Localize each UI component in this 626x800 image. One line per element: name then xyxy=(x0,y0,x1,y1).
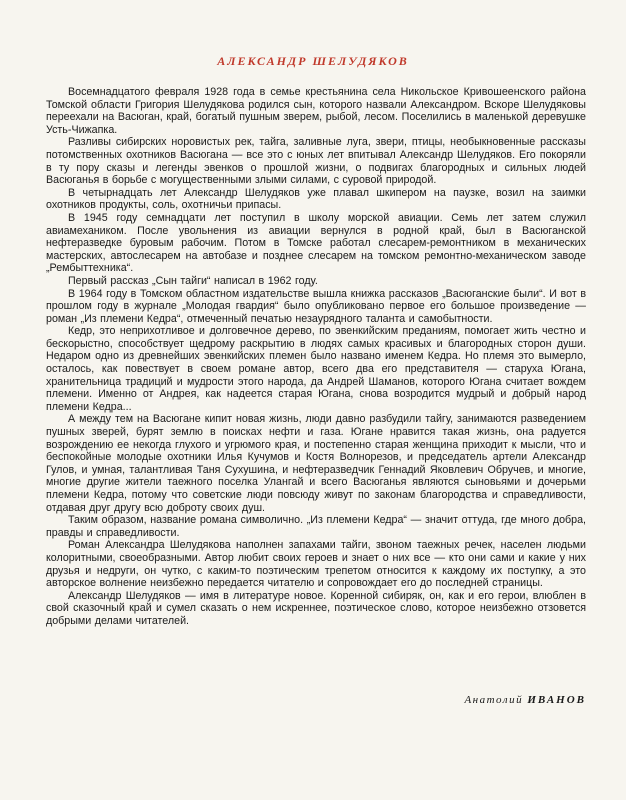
paragraph-8: А между тем на Васюгане кипит новая жизнь, люди давно разбудили тайгу, занимаются разведением пушных зверей, бурят землю в поисках нефти и газа. Югане нравится такая жизнь, она радуется возрождению ее некогда глухого и угрюмого края, и постепенно старая женщина приходит к мысли, что и беспокойные молодые охотники Илья Кучумов и Костя Волнорезов, и председатель артели Александр Гулов, и умная, талантливая Таня Сухушина, и нефтеразведчик Геннадий Яковлевич Обручев, и многие, многие другие жители таежного поселка Улангай и всего Васюганья являются сыновьями и дочерьми племени Кедра, потому что советские люди повсюду живут по законам благородства и справедливости, отдавая друг другу всю доброту своих душ. xyxy=(46,413,586,514)
paragraph-4: В 1945 году семнадцати лет поступил в школу морской авиации. Семь лет затем служил авиамехаником. После увольнения из авиации вернулся в родной край, был в Васюганской нефтеразведке буровым рабочим. Потом в Томске работал слесарем-ремонтником в механических мастерских, автослесарем на автобазе и позднее слесарем на томском ремонтно-механическом заводе „Рембыттехника“. xyxy=(46,211,586,275)
page-title: АЛЕКСАНДР ШЕЛУДЯКОВ xyxy=(217,54,409,68)
paragraph-3: В четырнадцать лет Александр Шелудяков уже плавал шкипером на паузке, возил на заимки охотников продукты, соль, охотничьи припасы. xyxy=(46,186,586,212)
paragraph-2: Разливы сибирских норовистых рек, тайга, заливные луга, звери, птицы, необыкновенные рассказы потомственных охотников Васюгана — все это с юных лет впитывал Александр Шелудяков. Его покоряли в ту пору сказы и легенды эвенков о прошлой жизни, о подвигах благородных и сильных людей Васюганья в борьбе с могущественными злыми силами, с суровой природой. xyxy=(46,136,586,187)
paragraph-9: Таким образом, название романа символично. „Из племени Кедра“ — значит оттуда, где много добра, правды и справедливости. xyxy=(46,514,586,539)
paragraph-11: Александр Шелудяков — имя в литературе новое. Коренной сибиряк, он, как и его герои, влюблен в свой сказочный край и сумел сказать о нем искреннее, поэтическое слово, которое неизбежно отзовется добрыми делами читателей. xyxy=(46,589,586,627)
paragraph-5: Первый рассказ „Сын тайги“ написал в 1962 году. xyxy=(68,274,318,287)
signature-first-name: Анатолий xyxy=(464,694,524,706)
signature-last-name: ИВАНОВ xyxy=(527,694,586,706)
paragraph-10: Роман Александра Шелудякова наполнен запахами тайги, звоном таежных речек, населен людьми колоритными, своеобразными. Автор любит своих героев и знает о них все — кто они сами и какие у них друзья и недруги, он чутко, с каким-то поэтическим трепетом относится к каждому их поступку, а это авторское волнение неизбежно передается читателю и сопровождает его до последней страницы. xyxy=(46,539,586,590)
article-body xyxy=(46,86,586,628)
author-signature xyxy=(340,694,586,706)
paragraph-7: Кедр, это неприхотливое и долговечное дерево, по эвенкийским преданиям, помогает жить честно и бескорыстно, способствует щедрому раскрытию в людях самых красивых и благородных сторон души. Недаром одно из древнейших эвенкийских племен было названо именем Кедра. Но племя это вымерло, осталось, как повествует в своем романе автор, всего два его представителя — старуха Югана, хранительница традиций и мудрости этого народа, да Андрей Шаманов, которого Югана считает вождем племени. Именно от Андрея, как надеется старая Югана, снова возродится мудрый и добрый народ племени Кедра... xyxy=(46,325,586,413)
paragraph-6: В 1964 году в Томском областном издательстве вышла книжка рассказов „Васюганские были“. И вот в прошлом году в журнале „Молодая гвардия“ было опубликовано первое его большое произведение — роман „Из племени Кедра“, отмеченный печатью незаурядного таланта и самобытности. xyxy=(46,287,586,325)
paragraph-1: Восемнадцатого февраля 1928 года в семье крестьянина села Никольское Кривошеенского района Томской области Григория Шелудякова родился сын, которого назвали Александром. Вскоре Шелудяковы переехали на Васюган, край, богатый пушным зверем, рыбой, лесом. Поселились в маленькой деревушке Усть-Чижапка. xyxy=(46,86,586,136)
